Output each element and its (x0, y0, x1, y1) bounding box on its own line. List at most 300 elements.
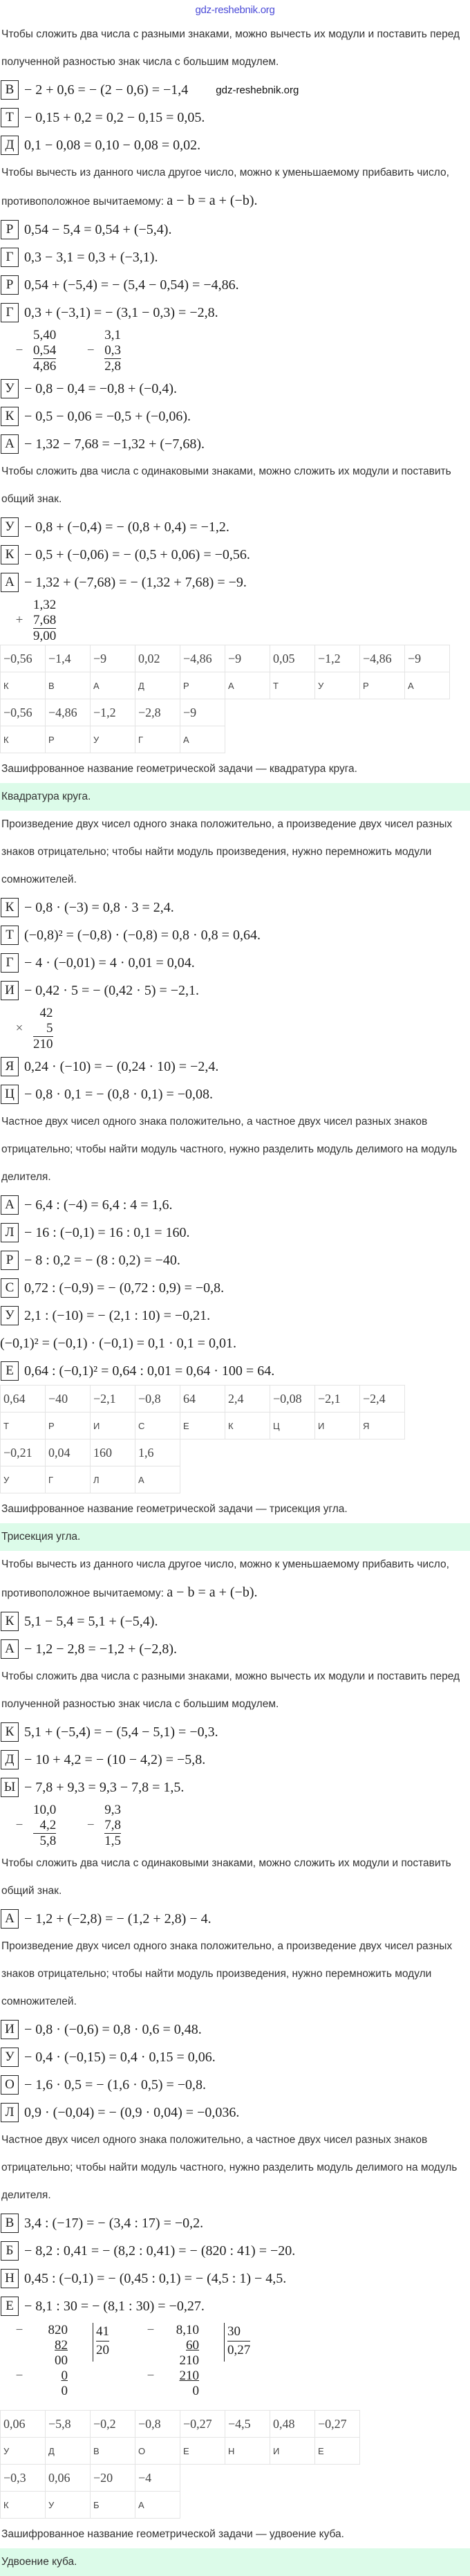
value-cell: 0,64 (1, 1386, 46, 1413)
column-calculation (77, 1803, 121, 1849)
answer-highlight: Удвоение куба. (0, 2548, 470, 2576)
equation-expression: 0,3 + (−3,1) = − (3,1 − 0,3) = −2,8. (24, 304, 218, 320)
value-cell: −2,1 (91, 1386, 135, 1413)
letter-cell: Р (180, 672, 225, 699)
letter-box: К (1, 1612, 19, 1631)
divisor: 41 (96, 2323, 109, 2342)
equation-expression: − 0,42 · 5 = − (0,42 · 5) = −2,1. (24, 982, 200, 998)
letter-box: А (1, 434, 19, 454)
result: 1,5 (104, 1833, 121, 1848)
column-arithmetic (0, 326, 470, 375)
letter-cell: У (91, 726, 135, 753)
division-minus-signs (137, 2323, 164, 2406)
minus-sign (137, 2384, 164, 2399)
letter-box: Л (1, 1223, 19, 1242)
letter-cell: К (1, 2492, 46, 2519)
equation-expression: (−0,8)² = (−0,8) · (−0,8) = 0,8 · 0,8 = 0,64. (24, 927, 261, 943)
value-cell: −1,4 (46, 645, 91, 672)
minus-sign: − (15, 2323, 24, 2337)
result: 2,8 (104, 358, 121, 374)
letter-box: Я (1, 1057, 19, 1076)
equation-row (0, 375, 470, 403)
equation-expression: − 0,8 · 0,1 = − (0,8 · 0,1) = −0,08. (24, 1086, 214, 1102)
operand: 4,2 (39, 1817, 57, 1832)
letter-cell: Р (46, 1413, 91, 1439)
site-logo[interactable]: gdz-reshebnik.org (195, 4, 275, 16)
equation-row (0, 216, 470, 243)
operation-sign: + (15, 613, 24, 627)
equation-row (0, 541, 470, 569)
equation-row (0, 1053, 470, 1080)
equation-expression: 0,24 · (−10) = − (0,24 · 10) = −2,4. (24, 1058, 219, 1074)
value-cell: −5,8 (46, 2411, 91, 2438)
letter-box: Р (1, 1251, 19, 1270)
letter-box: Т (1, 108, 19, 127)
equation-expression: − 8,2 : 0,41 = − (8,2 : 0,41) = − (820 : 41) = −20. (24, 2243, 296, 2258)
rule-paragraph (0, 1933, 470, 2016)
column-numbers (104, 1803, 121, 1849)
equation-row (0, 1191, 470, 1219)
division-step: 0 (192, 2384, 199, 2398)
equation-row (0, 1746, 470, 1774)
letter-box: Д (1, 1750, 19, 1769)
letter-cell: Т (270, 672, 315, 699)
equation-expression: − 8,1 : 30 = − (8,1 : 30) = −0,27. (24, 2298, 205, 2314)
values-row (1, 1439, 405, 1466)
rule-paragraph (0, 2521, 470, 2548)
cipher-table (0, 645, 450, 753)
rule-text: Чтобы сложить два числа с одинаковыми знаками, можно сложить их модули и поставить общий знак. (1, 466, 451, 505)
letter-cell: А (225, 672, 270, 699)
values-row (1, 2465, 360, 2492)
letter-box: И (1, 2020, 19, 2039)
letter-cell: Е (315, 2438, 360, 2465)
value-cell: −0,8 (135, 2411, 180, 2438)
minus-sign: − (147, 2368, 155, 2383)
operation-sign: − (86, 343, 95, 358)
equation-row (0, 1718, 470, 1746)
values-row (1, 645, 450, 672)
letter-cell: А (135, 1466, 180, 1493)
equation-row (0, 1080, 470, 1108)
value-cell: −0,56 (1, 645, 46, 672)
values-row (1, 1386, 405, 1413)
letter-box: К (1, 407, 19, 426)
value-cell: −9 (405, 645, 450, 672)
letter-cell: К (225, 1413, 270, 1439)
equation-row (0, 2265, 470, 2292)
column-numbers (104, 328, 121, 374)
letter-box: У (1, 517, 19, 537)
value-cell: 0,06 (46, 2465, 91, 2492)
value-cell: −40 (46, 1386, 91, 1413)
equation-expression: − 1,6 · 0,5 = − (1,6 · 0,5) = −0,8. (24, 2077, 207, 2092)
division-minus-signs (6, 2323, 33, 2406)
letter-cell: Б (91, 2492, 135, 2519)
letter-cell: Р (46, 726, 91, 753)
column-arithmetic (0, 1004, 470, 1053)
equation-row (0, 569, 470, 596)
equation-expression: − 4 · (−0,01) = 4 · 0,01 = 0,04. (24, 955, 195, 970)
rule-text: Чтобы сложить два числа с одинаковыми знаками, можно сложить их модули и поставить общий знак. (1, 1857, 451, 1897)
result: 4,86 (33, 358, 57, 374)
rule-paragraph (0, 755, 470, 783)
letter-box: А (1, 573, 19, 592)
equation-row (0, 2099, 470, 2126)
rule-text: Зашифрованное название геометрической задачи — удвоение куба. (1, 2528, 344, 2540)
equation-row (0, 1246, 470, 1274)
equation-row (0, 430, 470, 458)
value-cell: 2,4 (225, 1386, 270, 1413)
long-division-block (0, 2320, 470, 2410)
letter-box: У (1, 1306, 19, 1325)
letter-box: Р (1, 220, 19, 239)
divisor: 30 (227, 2323, 250, 2342)
value-cell: −0,56 (1, 699, 46, 726)
quotient: 0,27 (227, 2343, 251, 2357)
operand: 1,32 (33, 597, 57, 612)
value-cell: −0,2 (91, 2411, 135, 2438)
letter-box: Л (1, 2103, 19, 2122)
column-arithmetic (0, 1801, 470, 1850)
letter-cell: Ц (270, 1413, 315, 1439)
column-calculation (6, 598, 56, 644)
minus-sign (6, 2384, 33, 2399)
equation-expression: 0,54 + (−5,4) = − (5,4 − 0,54) = −4,86. (24, 277, 239, 293)
column-numbers (33, 598, 56, 644)
equation-expression: − 7,8 + 9,3 = 9,3 − 7,8 = 1,5. (24, 1779, 185, 1795)
value-cell: 0,02 (135, 645, 180, 672)
equation-expression: − 1,2 − 2,8 = −1,2 + (−2,8). (24, 1641, 177, 1657)
letter-box: Е (1, 1361, 19, 1381)
letter-box: Ц (1, 1085, 19, 1104)
letter-box: У (1, 379, 19, 398)
operand: 0,3 (104, 342, 121, 358)
rule-formula: a − b = a + (−b). (167, 193, 258, 208)
equation-expression: − 16 : (−0,1) = 16 : 0,1 = 160. (24, 1224, 190, 1240)
letter-cell: Г (135, 726, 180, 753)
equation-row (0, 403, 470, 430)
letter-cell: Н (225, 2438, 270, 2465)
equation-expression: (−0,1)² = (−0,1) · (−0,1) = 0,1 · 0,1 = 0,01. (0, 1335, 236, 1351)
equation-row (0, 1905, 470, 1933)
value-cell: −0,27 (315, 2411, 360, 2438)
watermark: gdz-reshebnik.org (216, 84, 299, 96)
value-cell: 64 (180, 1386, 225, 1413)
dividend: 820 (48, 2323, 68, 2337)
operand: 3,1 (104, 327, 121, 342)
letter-box: Г (1, 248, 19, 267)
equation-expression: − 0,5 − 0,06 = −0,5 + (−0,06). (24, 408, 191, 424)
equation-expression: 0,1 − 0,08 = 0,10 − 0,08 = 0,02. (24, 137, 201, 153)
letter-cell: И (315, 1413, 360, 1439)
letters-row (1, 2438, 360, 2465)
minus-sign (137, 2338, 164, 2353)
column-calculation (77, 328, 121, 374)
value-cell: −4,86 (360, 645, 405, 672)
value-cell: 0,06 (1, 2411, 46, 2438)
equation-expression: − 0,8 + (−0,4) = − (0,8 + 0,4) = −1,2. (24, 519, 229, 535)
rule-formula: a − b = a + (−b). (167, 1585, 258, 1600)
letter-cell: О (135, 2438, 180, 2465)
value-cell: 0,48 (270, 2411, 315, 2438)
equation-expression: 0,45 : (−0,1) = − (0,45 : 0,1) = − (4,5 : 1) − 4,5. (24, 2270, 287, 2286)
equation-expression: − 6,4 : (−4) = 6,4 : 4 = 1,6. (24, 1197, 173, 1213)
equation-row (0, 299, 470, 326)
minus-sign: − (15, 2368, 24, 2383)
equation-row (0, 1302, 470, 1330)
letter-cell: А (91, 672, 135, 699)
letter-box: С (1, 1278, 19, 1298)
division-steps (164, 2323, 199, 2406)
result: 9,00 (33, 628, 57, 643)
letter-cell: А (405, 672, 450, 699)
equation-row (0, 1274, 470, 1302)
equation-row (0, 2071, 470, 2099)
result: 5,8 (33, 1833, 56, 1849)
equation-row (0, 271, 470, 299)
letter-cell: И (91, 1413, 135, 1439)
equation-row (0, 894, 470, 921)
column-calculation (6, 328, 56, 374)
divisor-quotient (224, 2323, 250, 2362)
letter-box: Н (1, 2269, 19, 2288)
equation-expression: 0,72 : (−0,9) = − (0,72 : 0,9) = −0,8. (24, 1280, 225, 1296)
letter-cell: В (91, 2438, 135, 2465)
value-cell: 1,6 (135, 1439, 180, 1466)
column-numbers (33, 1803, 56, 1849)
value-cell: −4,86 (180, 645, 225, 672)
letter-cell: А (135, 2492, 180, 2519)
value-cell: −4,86 (46, 699, 91, 726)
column-calculation (6, 1006, 53, 1052)
divisor-quotient (93, 2323, 109, 2362)
value-cell: 0,04 (46, 1439, 91, 1466)
equation-row (0, 2237, 470, 2265)
rule-text: Чтобы вычесть из данного числа другое число, можно к уменьшаемому прибавить число, противоположное вычитаемому: (1, 167, 449, 208)
equation-expression: − 1,32 − 7,68 = −1,32 + (−7,68). (24, 436, 205, 452)
values-row (1, 2411, 360, 2438)
quotient: 20 (96, 2343, 109, 2357)
equation-expression: − 8 : 0,2 = − (8 : 0,2) = −40. (24, 1252, 180, 1268)
rule-paragraph (0, 1551, 470, 1608)
cipher-table-wrapper (0, 645, 470, 755)
cipher-table-wrapper (0, 2410, 470, 2521)
value-cell: −9 (180, 699, 225, 726)
rule-paragraph (0, 1663, 470, 1718)
equation-expression: − 0,8 · (−3) = 0,8 · 3 = 2,4. (24, 899, 174, 915)
letter-cell: У (1, 2438, 46, 2465)
rule-text: Произведение двух чисел одного знака положительно, а произведение двух чисел разных знаков отрицательно; чтобы найти модуль произведения, нужно перемножить модули сомножителей. (1, 1940, 453, 2007)
letter-box: Е (1, 2297, 19, 2316)
minus-sign (6, 2338, 33, 2353)
letter-cell: К (1, 672, 46, 699)
letters-row (1, 672, 450, 699)
value-cell: −4,5 (225, 2411, 270, 2438)
equation-row (0, 131, 470, 159)
column-arithmetic (0, 596, 470, 645)
result: 210 (33, 1036, 53, 1051)
letter-cell: Р (360, 672, 405, 699)
letter-box: В (1, 2214, 19, 2233)
equation-expression: − 10 + 4,2 = − (10 − 4,2) = −5,8. (24, 1751, 206, 1767)
letter-box: А (1, 1195, 19, 1215)
equation-row (0, 1635, 470, 1663)
equation-expression: − 0,8 · (−0,6) = 0,8 · 0,6 = 0,48. (24, 2021, 202, 2037)
letter-cell: Я (360, 1413, 405, 1439)
operand: 10,0 (33, 1802, 57, 1817)
answer-highlight: Трисекция угла. (0, 1523, 470, 1551)
rule-text: Зашифрованное название геометрической задачи — трисекция угла. (1, 1503, 348, 1515)
letters-row (1, 726, 450, 753)
equation-expression: − 1,32 + (−7,68) = − (1,32 + 7,68) = −9. (24, 574, 247, 590)
letter-box: В (1, 80, 19, 100)
values-row (1, 699, 450, 726)
rule-text: Частное двух чисел одного знака положительно, а частное двух чисел разных знаков отрицательно; чтобы найти модуль частного, нужно разделить модуль делимого на модуль делителя. (1, 1116, 458, 1183)
equation-row (0, 2043, 470, 2071)
division-step: 0 (61, 2368, 68, 2383)
column-numbers (33, 1006, 53, 1052)
letter-box: Б (1, 2241, 19, 2261)
rule-text: Чтобы вычесть из данного числа другое число, можно к уменьшаемому прибавить число, противоположное вычитаемому: (1, 1558, 449, 1599)
value-cell: −20 (91, 2465, 135, 2492)
value-cell: 160 (91, 1439, 135, 1466)
operation-sign: − (86, 1818, 95, 1832)
letter-cell: А (180, 726, 225, 753)
division-step: 210 (179, 2353, 199, 2368)
letter-cell: Е (180, 2438, 225, 2465)
letter-cell: Д (46, 2438, 91, 2465)
operand: 0,54 (33, 342, 57, 358)
operation-sign: − (15, 343, 24, 358)
letter-box: У (1, 2048, 19, 2067)
equation-expression: 0,9 · (−0,04) = − (0,9 · 0,04) = −0,036. (24, 2104, 240, 2120)
equation-expression: − 0,4 · (−0,15) = 0,4 · 0,15 = 0,06. (24, 2049, 216, 2065)
equation-row (0, 76, 470, 104)
equation-expression: − 2 + 0,6 = − (2 − 0,6) = −1,4 (24, 82, 189, 98)
equation-expression: 2,1 : (−10) = − (2,1 : 10) = −0,21. (24, 1307, 211, 1323)
letter-box: Г (1, 303, 19, 322)
long-division (137, 2323, 250, 2406)
rule-paragraph (0, 458, 470, 513)
equation-row (0, 2016, 470, 2043)
letters-row (1, 2492, 360, 2519)
value-cell: −0,27 (180, 2411, 225, 2438)
equation-expression: 0,3 − 3,1 = 0,3 + (−3,1). (24, 249, 158, 265)
operation-sign: − (15, 1818, 24, 1832)
letter-box: Г (1, 953, 19, 973)
letter-box: И (1, 981, 19, 1000)
letter-box: К (1, 1722, 19, 1742)
equation-expression: 5,1 + (−5,4) = − (5,4 − 5,1) = −0,3. (24, 1724, 218, 1740)
cipher-table-wrapper (0, 1385, 470, 1496)
letters-row (1, 1413, 405, 1439)
rule-paragraph (0, 159, 470, 216)
operand: 9,3 (104, 1802, 121, 1817)
equation-row (0, 921, 470, 949)
equation-row (0, 243, 470, 271)
division-step: 210 (179, 2368, 199, 2383)
equation-row (0, 1608, 470, 1635)
letter-cell: Л (91, 1466, 135, 1493)
rule-text: Произведение двух чисел одного знака положительно, а произведение двух чисел разных знаков отрицательно; чтобы найти модуль произведения, нужно перемножить модули сомножителей. (1, 818, 453, 885)
operand: 7,8 (104, 1817, 121, 1832)
minus-sign (6, 2353, 33, 2368)
value-cell: −0,8 (135, 1386, 180, 1413)
equation-expression: − 1,2 + (−2,8) = − (1,2 + 2,8) − 4. (24, 1911, 212, 1926)
value-cell: −1,2 (91, 699, 135, 726)
value-cell: −0,08 (270, 1386, 315, 1413)
division-step: 60 (186, 2338, 199, 2353)
equation-row (0, 1219, 470, 1246)
letter-box: Р (1, 275, 19, 295)
value-cell: −2,1 (315, 1386, 360, 1413)
rule-paragraph (0, 21, 470, 76)
cipher-table (0, 2410, 360, 2519)
rule-text: Зашифрованное название геометрической задачи — квадратура круга. (1, 763, 357, 775)
equation-expression: − 0,8 − 0,4 = −0,8 + (−0,4). (24, 380, 177, 396)
rule-text: Частное двух чисел одного знака положительно, а частное двух чисел разных знаков отрицательно; чтобы найти модуль частного, нужно разделить модуль делимого на модуль делителя. (1, 2134, 458, 2201)
rule-paragraph (0, 1108, 470, 1191)
letter-cell: У (46, 2492, 91, 2519)
equation-row (0, 2292, 470, 2320)
rule-text: Чтобы сложить два числа с разными знаками, можно вычесть их модули и поставить перед полученной разностью знак числа с большим модулем. (1, 28, 460, 68)
letter-cell: И (270, 2438, 315, 2465)
letter-cell: Т (1, 1413, 46, 1439)
equation-row (0, 513, 470, 541)
value-cell: −0,21 (1, 1439, 46, 1466)
operand: 5,40 (33, 327, 57, 342)
minus-sign (137, 2353, 164, 2368)
letter-cell: Д (135, 672, 180, 699)
equation-expression: − 0,5 + (−0,06) = − (0,5 + 0,06) = −0,56. (24, 546, 250, 562)
letter-box: К (1, 898, 19, 917)
column-numbers (33, 328, 56, 374)
solution-content (0, 21, 470, 2576)
operand: 7,68 (33, 612, 57, 627)
division-step: 00 (55, 2353, 68, 2368)
value-cell: −9 (225, 645, 270, 672)
letter-box: О (1, 2075, 19, 2095)
equation-row (0, 949, 470, 977)
division-step: 0 (61, 2384, 68, 2398)
equation-row (0, 1357, 470, 1385)
equation-row (0, 104, 470, 131)
operation-sign: × (15, 1021, 24, 1036)
rule-paragraph (0, 2126, 470, 2209)
value-cell: −9 (91, 645, 135, 672)
division-step: 82 (55, 2338, 68, 2353)
equation-row (0, 1774, 470, 1801)
letter-cell: Е (180, 1413, 225, 1439)
equation-expression: 0,54 − 5,4 = 0,54 + (−5,4). (24, 221, 172, 237)
letter-box: К (1, 545, 19, 564)
letters-row (1, 1466, 405, 1493)
value-cell: 0,05 (270, 645, 315, 672)
equation-row (0, 2209, 470, 2237)
answer-highlight: Квадратура круга. (0, 783, 470, 811)
letter-box: А (1, 1639, 19, 1659)
equation-expression: 3,4 : (−17) = − (3,4 : 17) = −0,2. (24, 2215, 204, 2231)
letter-cell: В (46, 672, 91, 699)
value-cell: −2,4 (360, 1386, 405, 1413)
letter-box: Д (1, 136, 19, 155)
cipher-table (0, 1385, 405, 1493)
value-cell: −4 (135, 2465, 180, 2492)
value-cell: −1,2 (315, 645, 360, 672)
minus-sign: − (147, 2323, 155, 2337)
equation-expression: 0,64 : (−0,1)² = 0,64 : 0,01 = 0,64 · 100 = 64. (24, 1363, 275, 1379)
